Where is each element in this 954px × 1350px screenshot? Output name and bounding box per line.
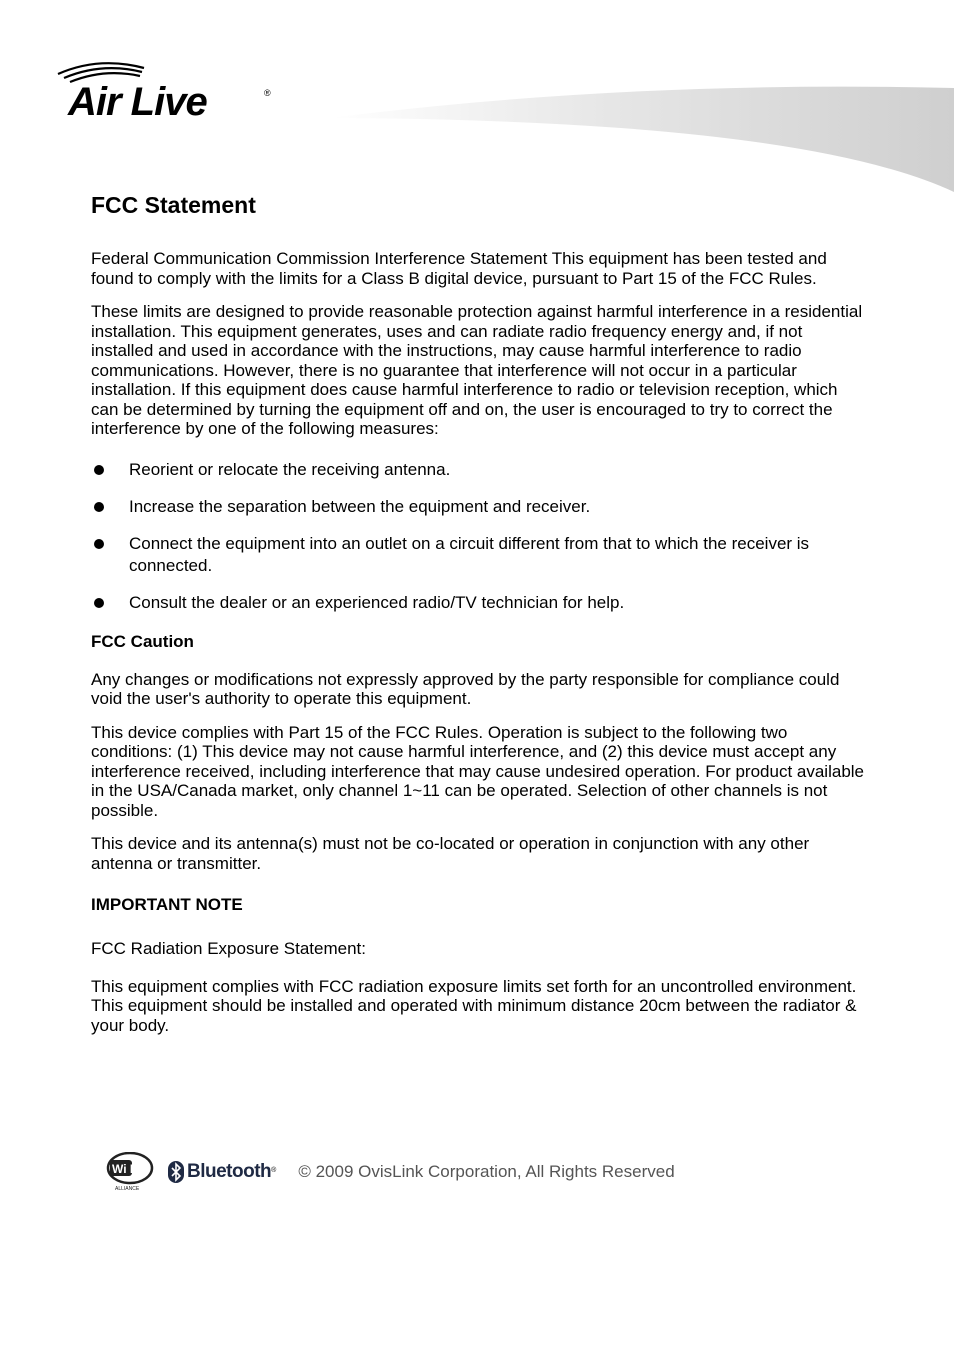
intro-paragraph: Federal Communication Commission Interference Statement This equipment has been tested and found to comply with the limits for a Class B digital device, pursuant to Part 15 of the FCC Rules. bbox=[91, 249, 827, 288]
bluetooth-wordmark: Bluetooth bbox=[187, 1161, 272, 1182]
wifi-logo-text: Wi Fi bbox=[112, 1162, 141, 1176]
caution-paragraph-2: This device complies with Part 15 of the FCC Rules. Operation is subject to the following two conditions: (1) This device may not cause harmful interference, and (2) this device must accept any interference received, including interference that may cause undesired operation. For product available in the USA/Canada market, only channel 1~11 can be operated. Selection of other channels is not possible. bbox=[91, 722, 865, 820]
airlive-logo bbox=[52, 58, 282, 128]
copyright-text: © 2009 OvisLink Corporation, All Rights Reserved bbox=[298, 1162, 675, 1181]
logo-registered-mark: ® bbox=[264, 88, 271, 98]
list-item: Consult the dealer or an experienced radio/TV technician for help. bbox=[91, 592, 867, 614]
page-footer bbox=[106, 1152, 675, 1192]
wifi-alliance-text: ALLIANCE bbox=[115, 1186, 140, 1192]
page-title: FCC Statement bbox=[91, 192, 256, 218]
bullet-icon bbox=[94, 539, 104, 549]
exposure-paragraph: This equipment complies with FCC radiation exposure limits set forth for an uncontrolled environment. This equipment should be installed and operated with minimum distance 20cm between the radiator & your body. bbox=[91, 976, 857, 1035]
list-item: Reorient or relocate the receiving antenna. bbox=[91, 459, 867, 481]
header-swoosh-graphic bbox=[330, 80, 954, 200]
bullet-icon bbox=[94, 465, 104, 475]
bluetooth-registered-mark: ® bbox=[271, 1167, 277, 1174]
logo-wordmark: Air Live bbox=[68, 80, 207, 124]
caution-paragraph-1: Any changes or modifications not expressly approved by the party responsible for compliance could void the user's authority to operate this equipment. bbox=[91, 669, 840, 708]
wifi-logo-icon bbox=[106, 1152, 154, 1192]
bullet-icon bbox=[94, 502, 104, 512]
list-item: Connect the equipment into an outlet on a circuit different from that to which the receiver is connected. bbox=[91, 533, 867, 577]
fcc-document bbox=[91, 188, 867, 1049]
bluetooth-logo bbox=[168, 1161, 276, 1183]
important-heading: IMPORTANT NOTE bbox=[91, 895, 243, 914]
bluetooth-icon bbox=[168, 1161, 184, 1183]
caution-paragraph-3: This device and its antenna(s) must not be co-located or operation in conjunction with any other antenna or transmitter. bbox=[91, 834, 810, 873]
list-item: Increase the separation between the equipment and receiver. bbox=[91, 496, 867, 518]
page-header bbox=[0, 0, 954, 200]
exposure-statement-label: FCC Radiation Exposure Statement: bbox=[91, 939, 366, 958]
bullet-icon bbox=[94, 598, 104, 608]
wifi-alliance-logo bbox=[106, 1152, 154, 1192]
limits-paragraph: These limits are designed to provide reasonable protection against harmful interference in a residential installation. This equipment generates, uses and can radiate radio frequency energy and, if not installed and used in accordance with the instructions, may cause harmful interference to radio communications. However, there is no guarantee that interference will not occur in a particular installation. If this equipment does cause harmful interference to radio or television reception, which can be determined by turning the equipment off and on, the user is encouraged to try to correct the interference by one of the following measures: bbox=[91, 302, 863, 438]
caution-heading: FCC Caution bbox=[91, 631, 194, 651]
measures-list bbox=[91, 459, 867, 614]
